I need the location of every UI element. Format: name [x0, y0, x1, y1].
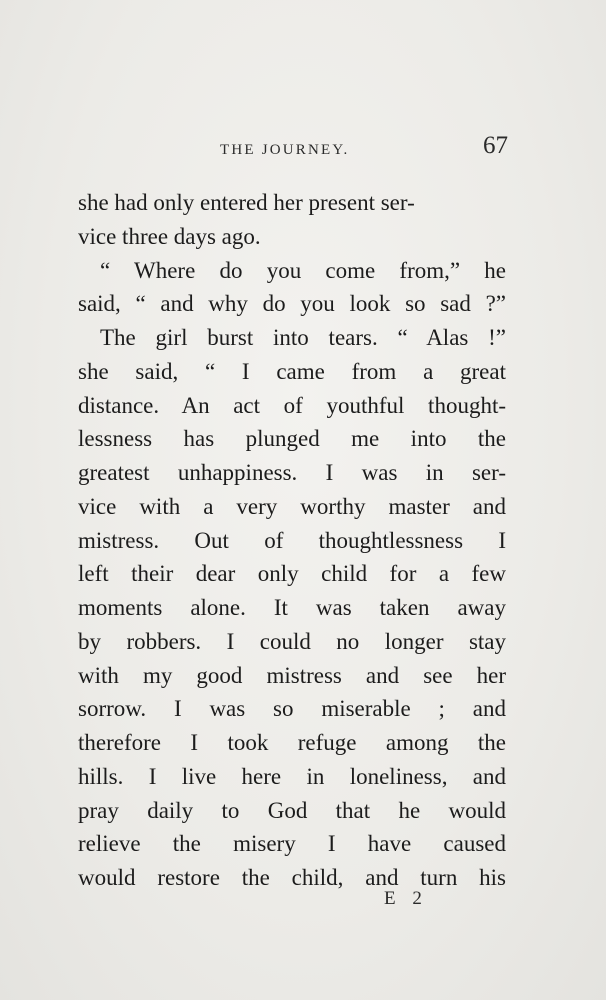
- text-line: vice with a very worthy master and: [78, 493, 506, 519]
- text-line: she said, “ I came from a great: [78, 358, 506, 384]
- text-line: therefore I took refuge among the: [78, 730, 506, 755]
- text-line: left their dear only child for a few: [78, 561, 506, 587]
- text-line: relieve the misery I have caused: [78, 831, 506, 857]
- text-line: mistress. Out of thoughtlessness I: [78, 527, 506, 553]
- text-line: sorrow. I was so miserable ; and: [78, 696, 506, 722]
- text-line: hills. I live here in loneliness, and: [78, 763, 506, 789]
- text-line: by robbers. I could no longer stay: [78, 628, 506, 654]
- page-header: [78, 134, 508, 170]
- text-line: would restore the child, and turn his: [78, 865, 506, 890]
- body-text: [78, 186, 506, 895]
- signature-mark: E 2: [384, 888, 428, 909]
- text-line: greatest unhappiness. I was in ser-: [78, 460, 506, 485]
- running-head: THE JOURNEY.: [220, 142, 350, 158]
- text-line: vice three days ago.: [78, 223, 261, 249]
- text-line: lessness has plunged me into the: [78, 426, 506, 452]
- text-line: The girl burst into tears. “ Alas !”: [100, 325, 506, 350]
- text-line: “ Where do you come from,” he: [100, 257, 506, 283]
- text-line: with my good mistress and see her: [78, 662, 506, 688]
- text-line: she had only entered her present ser-: [78, 190, 415, 215]
- text-line: moments alone. It was taken away: [78, 595, 506, 620]
- text-line: said, “ and why do you look so sad ?”: [78, 291, 506, 317]
- text-line: distance. An act of youthful thought-: [78, 392, 506, 418]
- text-line: pray daily to God that he would: [78, 797, 506, 823]
- page-number: 67: [483, 132, 508, 159]
